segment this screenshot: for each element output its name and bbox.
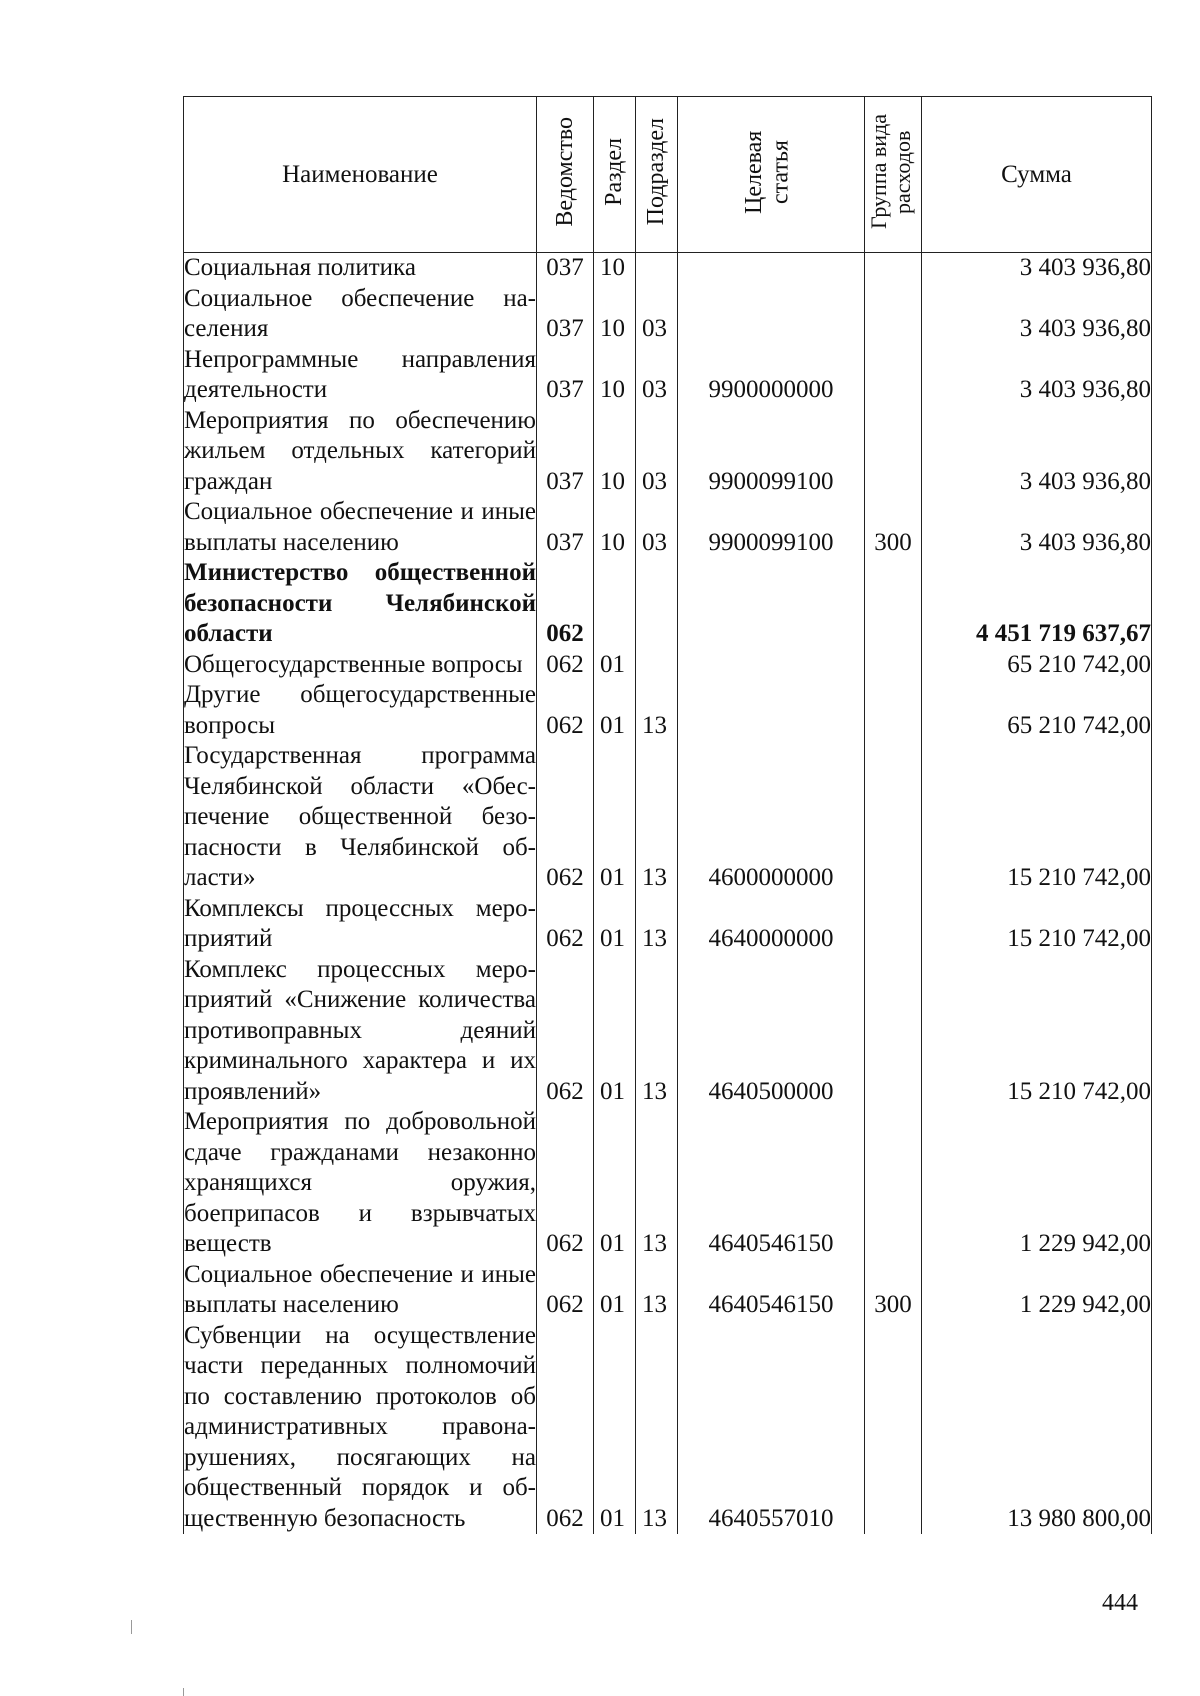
- table-row: [184, 497, 1152, 558]
- header-group-label: Группа вида расходов: [866, 114, 916, 230]
- row-name: Субвенции на осуществление части переданных полномочий по составлению протоколов об административных правонарушениях, посягающих на общественный порядок и общественную безопасность: [184, 1321, 537, 1535]
- header-subsection: [636, 97, 678, 253]
- row-group: [865, 1321, 922, 1535]
- row-department: 062: [537, 1260, 594, 1321]
- row-name: Мероприятия по обеспечению жильем отдельных категорий граждан: [184, 406, 537, 498]
- table-row: [184, 741, 1152, 894]
- row-target: 4600000000: [678, 741, 865, 894]
- row-subsection: 13: [636, 1321, 678, 1535]
- header-department: [537, 97, 594, 253]
- header-target-label: Целевая статья: [741, 130, 794, 214]
- table-row: [184, 1107, 1152, 1260]
- row-subsection: 03: [636, 406, 678, 498]
- row-target: [678, 650, 865, 681]
- row-department: 062: [537, 650, 594, 681]
- row-section: 01: [594, 741, 636, 894]
- row-group: [865, 955, 922, 1108]
- table-row: [184, 558, 1152, 650]
- row-section: [594, 558, 636, 650]
- row-target: [678, 558, 865, 650]
- header-sum: Сумма: [922, 97, 1152, 253]
- header-subsection-label: Подраздел: [643, 118, 670, 226]
- row-department: 062: [537, 955, 594, 1108]
- row-section: 01: [594, 650, 636, 681]
- row-subsection: [636, 253, 678, 284]
- row-group: [865, 345, 922, 406]
- row-section: 01: [594, 1260, 636, 1321]
- row-name: Комплекс процессных мероприятий «Снижение количества противоправных деяний криминального характера и их проявлений»: [184, 955, 537, 1108]
- row-target: 4640546150: [678, 1260, 865, 1321]
- row-name: Социальная политика: [184, 253, 537, 284]
- row-section: 01: [594, 955, 636, 1108]
- row-department: 062: [537, 741, 594, 894]
- scan-mark: [131, 1620, 132, 1634]
- row-section: 10: [594, 284, 636, 345]
- row-department: 062: [537, 1107, 594, 1260]
- row-group: [865, 680, 922, 741]
- row-group: [865, 284, 922, 345]
- header-section-label: Раздел: [601, 138, 628, 206]
- row-section: 10: [594, 253, 636, 284]
- row-subsection: [636, 650, 678, 681]
- row-group: [865, 1107, 922, 1260]
- row-group: [865, 741, 922, 894]
- row-sum: 4 451 719 637,67: [922, 558, 1152, 650]
- row-subsection: 13: [636, 1107, 678, 1260]
- table-row: [184, 406, 1152, 498]
- row-section: 10: [594, 406, 636, 498]
- row-sum: 1 229 942,00: [922, 1260, 1152, 1321]
- row-sum: 15 210 742,00: [922, 955, 1152, 1108]
- row-name: Социальное обеспечение населения: [184, 284, 537, 345]
- table-row: [184, 345, 1152, 406]
- row-sum: 3 403 936,80: [922, 253, 1152, 284]
- row-sum: 3 403 936,80: [922, 497, 1152, 558]
- row-name: Министерство общественной безопасности Челябинской области: [184, 558, 537, 650]
- table-row: [184, 955, 1152, 1108]
- row-group: 300: [865, 1260, 922, 1321]
- row-target: 4640000000: [678, 894, 865, 955]
- budget-table: [183, 96, 1152, 1534]
- row-subsection: 03: [636, 497, 678, 558]
- header-section: [594, 97, 636, 253]
- row-group: [865, 894, 922, 955]
- row-department: 062: [537, 1321, 594, 1535]
- row-department: 037: [537, 406, 594, 498]
- row-target: [678, 253, 865, 284]
- row-department: 062: [537, 894, 594, 955]
- row-subsection: 13: [636, 1260, 678, 1321]
- row-group: [865, 406, 922, 498]
- row-sum: 15 210 742,00: [922, 741, 1152, 894]
- row-subsection: 13: [636, 741, 678, 894]
- row-sum: 1 229 942,00: [922, 1107, 1152, 1260]
- row-name: Комплексы процессных мероприятий: [184, 894, 537, 955]
- row-group: [865, 558, 922, 650]
- row-group: [865, 650, 922, 681]
- row-target: 4640557010: [678, 1321, 865, 1535]
- row-section: 01: [594, 1321, 636, 1535]
- row-subsection: [636, 558, 678, 650]
- row-target: 4640500000: [678, 955, 865, 1108]
- row-subsection: 13: [636, 894, 678, 955]
- table-row: [184, 894, 1152, 955]
- row-target: 9900099100: [678, 497, 865, 558]
- row-section: 01: [594, 894, 636, 955]
- row-sum: 15 210 742,00: [922, 894, 1152, 955]
- row-target: 4640546150: [678, 1107, 865, 1260]
- page-number: 444: [1102, 1590, 1138, 1616]
- row-subsection: 03: [636, 284, 678, 345]
- row-department: 062: [537, 558, 594, 650]
- row-target: 9900099100: [678, 406, 865, 498]
- row-sum: 3 403 936,80: [922, 345, 1152, 406]
- scan-mark: [183, 1688, 184, 1696]
- row-group: 300: [865, 497, 922, 558]
- header-target: [678, 97, 865, 253]
- row-subsection: 13: [636, 955, 678, 1108]
- row-name: Государственная программа Челябинской области «Обеспечение общественной безопасности в Челябинской области»: [184, 741, 537, 894]
- row-section: 01: [594, 1107, 636, 1260]
- row-subsection: 03: [636, 345, 678, 406]
- row-department: 037: [537, 345, 594, 406]
- row-department: 037: [537, 284, 594, 345]
- row-subsection: 13: [636, 680, 678, 741]
- row-sum: 13 980 800,00: [922, 1321, 1152, 1535]
- table-row: [184, 1321, 1152, 1535]
- table-body: [184, 253, 1152, 1535]
- row-name: Социальное обеспечение и иные выплаты населению: [184, 1260, 537, 1321]
- row-name: Социальное обеспечение и иные выплаты населению: [184, 497, 537, 558]
- row-sum: 3 403 936,80: [922, 284, 1152, 345]
- row-section: 01: [594, 680, 636, 741]
- row-name: Мероприятия по добровольной сдаче гражданами незаконно хранящихся оружия, боеприпасов и взрывчатых веществ: [184, 1107, 537, 1260]
- row-target: [678, 284, 865, 345]
- row-name: Общегосударственные вопросы: [184, 650, 537, 681]
- table-header-row: [184, 97, 1152, 253]
- table-row: [184, 650, 1152, 681]
- row-group: [865, 253, 922, 284]
- header-group: [865, 97, 922, 253]
- row-target: [678, 680, 865, 741]
- row-name: Другие общегосударственные вопросы: [184, 680, 537, 741]
- table-row: [184, 253, 1152, 284]
- row-target: 9900000000: [678, 345, 865, 406]
- row-sum: 65 210 742,00: [922, 680, 1152, 741]
- row-name: Непрограммные направления деятельности: [184, 345, 537, 406]
- row-section: 10: [594, 345, 636, 406]
- row-sum: 3 403 936,80: [922, 406, 1152, 498]
- table-row: [184, 1260, 1152, 1321]
- header-department-label: Ведомство: [551, 117, 578, 227]
- row-department: 037: [537, 253, 594, 284]
- row-department: 037: [537, 497, 594, 558]
- row-department: 062: [537, 680, 594, 741]
- header-name: Наименование: [184, 97, 537, 253]
- table-row: [184, 680, 1152, 741]
- row-sum: 65 210 742,00: [922, 650, 1152, 681]
- table-row: [184, 284, 1152, 345]
- row-section: 10: [594, 497, 636, 558]
